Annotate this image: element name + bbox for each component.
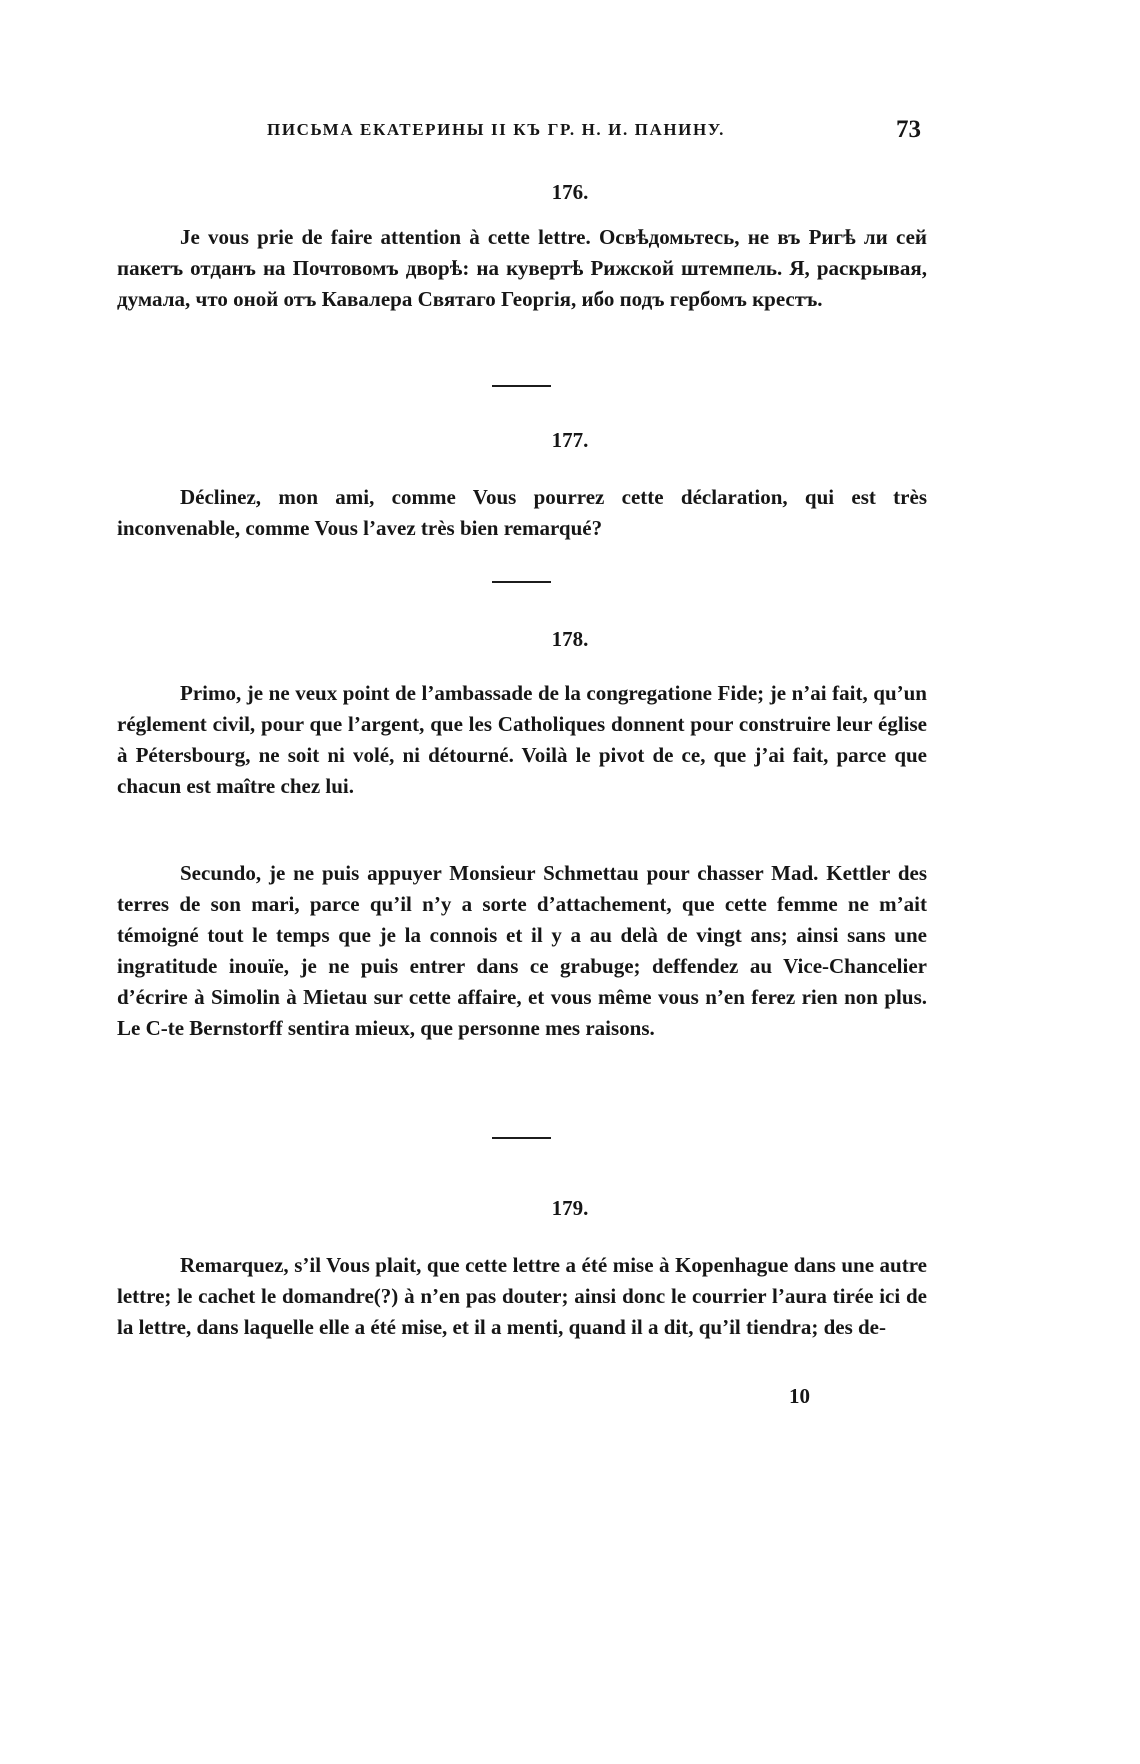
letter-177-paragraph: Déclinez, mon ami, comme Vous pourrez cette déclaration, qui est très inconvenable, comme Vous l’avez très bien remarqué? — [117, 485, 927, 540]
section-divider — [492, 1137, 551, 1139]
letter-number-176: 176. — [551, 180, 589, 204]
letter-number-179: 179. — [551, 1196, 589, 1220]
section-divider — [492, 581, 551, 583]
letter-179-paragraph: Remarquez, s’il Vous plait, que cette lettre a été mise à Kopenhague dans une autre lettre; le cachet le domandre(?) à n’en pas douter; ainsi donc le courrier l’aura tirée ici de la lettre, dans laquelle elle a été mise, et il a menti, quand il a dit, qu’il tiendra; des de- — [117, 1253, 927, 1339]
letter-178-paragraph-primo: Primo, je ne veux point de l’ambassade de la congregatione Fide; je n’ai fait, qu’un réglement civil, pour que l’argent, que les Catholiques donnent pour construire leur église à Pétersbourg, ne soit ni volé, ni détourné. Voilà le pivot de ce, que j’ai fait, parce que chacun est maître chez lui. — [117, 681, 927, 798]
letter-176-paragraph: Je vous prie de faire attention à cette lettre. Освѣдомьтесь, не въ Ригѣ ли сей пакетъ отданъ на Почтовомъ дворѣ: на кувертѣ Рижской штемпель. Я, раскрывая, думала, что оной отъ Кавалера Святаго Георгія, ибо подъ гербомъ крестъ. — [117, 225, 927, 311]
page-header — [117, 116, 927, 146]
section-divider — [492, 385, 551, 387]
page-number: 73 — [896, 116, 921, 143]
letter-number-178: 178. — [551, 627, 589, 651]
letter-178-paragraph-secundo: Secundo, je ne puis appuyer Monsieur Schmettau pour chasser Mad. Kettler des terres de son mari, parce qu’il n’y a sorte d’attachement, que cette femme ne m’ait témoigné tout le temps que je la connois et il y a au delà de vingt ans; ainsi sans une ingratitude inouïe, je ne puis entrer dans ce grabuge; deffendez au Vice-Chancelier d’écrire à Simolin à Mietau sur cette affaire, et vous même vous n’en ferez rien non plus. Le C-te Bernstorff sentira mieux, que personne mes raisons. — [117, 861, 927, 1040]
running-title: ПИСЬМА ЕКАТЕРИНЫ II КЪ ГР. Н. И. ПАНИНУ. — [267, 120, 725, 139]
letter-number-177: 177. — [551, 428, 589, 452]
signature-mark: 10 — [789, 1384, 810, 1408]
